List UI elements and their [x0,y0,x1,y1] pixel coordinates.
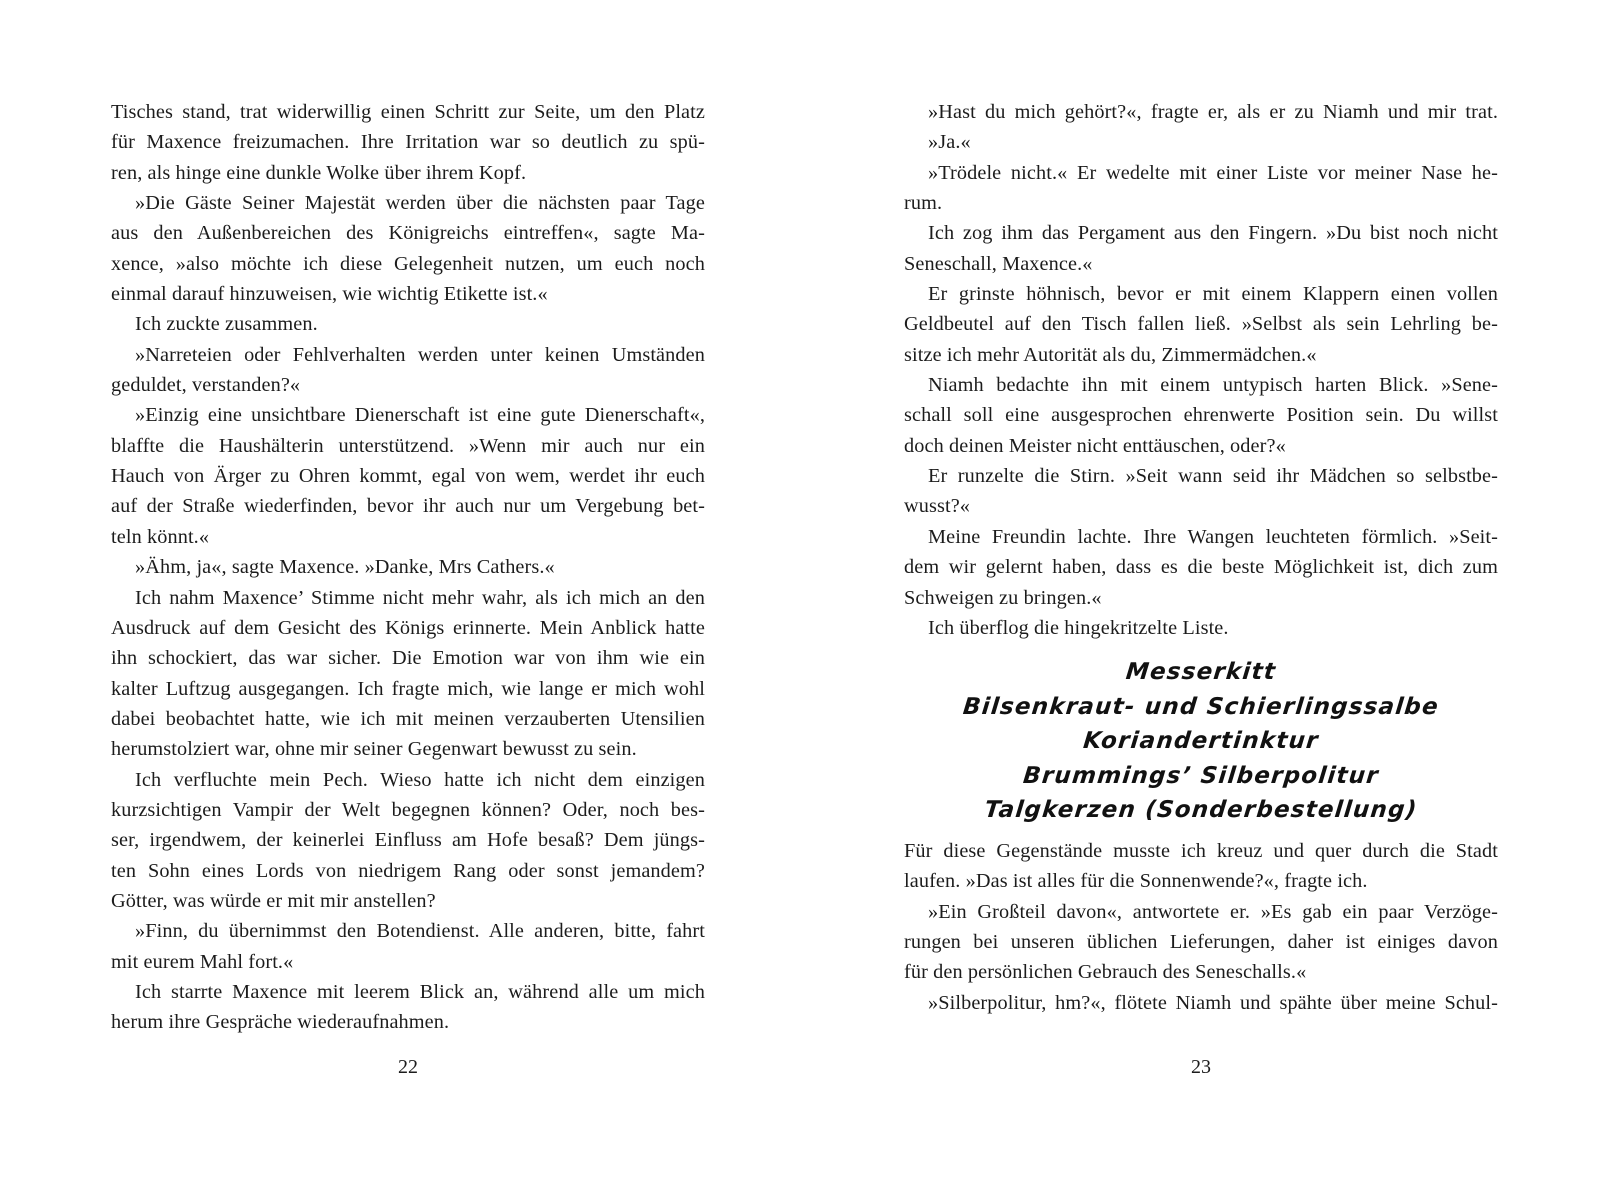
text-line: ten Sohn eines Lords von niedrigem Rang oder sonst jemandem? [111,859,705,882]
right-page-text-top [904,97,1498,643]
text-line: Ich überflog die hingekritzelte Liste. [928,616,1229,639]
text-line: Niamh bedachte ihn mit einem untypisch harten Blick. »Sene- [928,374,1498,397]
text-line: für den persönlichen Gebrauch des Seneschalls.« [904,961,1307,984]
text-line: herum ihre Gespräche wiederaufnahmen. [111,1011,450,1034]
text-line: Geldbeutel auf den Tisch fallen ließ. »Selbst als sein Lehrling be- [904,313,1498,336]
text-line: Schweigen zu bringen.« [904,586,1102,609]
text-line: für Maxence freizumachen. Ihre Irritation war so deutlich zu spü- [111,131,705,154]
handwritten-list-item: Messerkitt [1124,659,1278,685]
text-line: kurzsichtigen Vampir der Welt begegnen können? Oder, noch bes- [111,798,705,821]
text-line: Götter, was würde er mit mir anstellen? [111,889,436,912]
text-line: Er runzelte die Stirn. »Seit wann seid ihr Mädchen so selbstbe- [928,465,1498,488]
text-line: herumstolziert war, ohne mir seiner Gegenwart bewusst zu sein. [111,738,637,761]
text-line: Ich zuckte zusammen. [135,313,318,336]
page-number-right: 23 [1191,1056,1211,1078]
text-line: kalter Luftzug ausgegangen. Ich fragte mich, wie lange er mich wohl [111,677,705,700]
text-line: Hauch von Ärger zu Ohren kommt, egal von wem, werdet ihr euch [111,465,705,488]
text-line: mit eurem Mahl fort.« [111,950,294,973]
text-line: Ich zog ihm das Pergament aus den Fingern. »Du bist noch nicht [928,222,1498,245]
text-line: »Ja.« [928,131,971,154]
text-line: »Narreteien oder Fehlverhalten werden unter keinen Umständen [135,343,705,366]
left-page-text [111,97,705,1038]
text-line: Ausdruck auf dem Gesicht des Königs erinnerte. Mein Anblick hatte [111,616,705,639]
text-line: dabei beobachtet hatte, wie ich mit meinen verzauberten Utensilien [111,707,705,730]
text-line: »Silberpolitur, hm?«, flötete Niamh und spähte über meine Schul- [928,991,1498,1014]
text-line: einmal darauf hinzuweisen, wie wichtig Etikette ist.« [111,283,548,306]
page-number-left: 22 [398,1056,418,1078]
text-line: auf der Straße wiederfinden, bevor ihr auch nur um Vergebung bet- [111,495,705,518]
text-line: doch deinen Meister nicht enttäuschen, oder?« [904,434,1286,457]
text-line: ren, als hinge eine dunkle Wolke über ihrem Kopf. [111,161,527,184]
text-line: dem wir gelernt haben, dass es die beste Möglichkeit ist, dich zum [904,556,1498,579]
text-line: blaffte die Haushälterin unterstützend. »Wenn mir auch nur ein [111,434,705,457]
text-line: teln könnt.« [111,525,210,548]
text-line: ihn schockiert, das war sicher. Die Emotion war von ihm wie ein [111,647,705,670]
text-line: aus den Außenbereichen des Königreichs eintreffen«, sagte Ma- [111,222,705,245]
text-line: schall soll eine ausgesprochen ehrenwerte Position sein. Du willst [904,404,1498,427]
handwritten-list [904,655,1498,828]
handwritten-list-item: Bilsenkraut- und Schierlingssalbe [961,693,1441,720]
handwritten-list-item: Talgkerzen (Sonderbestellung) [983,797,1419,823]
text-line: Meine Freundin lachte. Ihre Wangen leuchteten förmlich. »Seit- [928,525,1498,548]
text-line: »Die Gäste Seiner Majestät werden über die nächsten paar Tage [135,192,705,215]
text-line: geduldet, verstanden?« [111,374,301,397]
text-line: wusst?« [904,495,971,518]
text-line: Ich starrte Maxence mit leerem Blick an, während alle um mich [135,980,705,1003]
text-line: »Finn, du übernimmst den Botendienst. Alle anderen, bitte, fahrt [135,920,705,943]
text-line: rum. [904,192,943,215]
text-line: »Trödele nicht.« Er wedelte mit einer Liste vor meiner Nase he- [928,161,1498,184]
text-line: »Hast du mich gehört?«, fragte er, als er zu Niamh und mir trat. [928,101,1498,123]
text-line: »Einzig eine unsichtbare Dienerschaft ist eine gute Dienerschaft«, [135,404,705,427]
text-line: Für diese Gegenstände musste ich kreuz und quer durch die Stadt [904,840,1498,862]
right-page-text-bottom [904,836,1498,1018]
handwritten-list-item: Koriandertinktur [1081,728,1321,754]
text-line: xence, »also möchte ich diese Gelegenheit nutzen, um euch noch [111,252,705,275]
text-line: sitze ich mehr Autorität als du, Zimmermädchen.« [904,343,1317,366]
text-line: Seneschall, Maxence.« [904,252,1093,275]
text-line: Ich verfluchte mein Pech. Wieso hatte ich nicht dem einzigen [135,768,705,791]
text-line: Ich nahm Maxence’ Stimme nicht mehr wahr, als ich mich an den [135,586,705,609]
text-line: Tisches stand, trat widerwillig einen Schritt zur Seite, um den Platz [111,101,705,123]
right-page [800,0,1600,1186]
handwritten-list-item: Brummings’ Silberpolitur [1021,762,1381,789]
text-line: ser, irgendwem, der keinerlei Einfluss am Hofe besaß? Dem jüngs- [111,829,705,852]
text-line: »Ähm, ja«, sagte Maxence. »Danke, Mrs Cathers.« [135,556,555,579]
text-line: rungen bei unseren üblichen Lieferungen, daher ist einiges davon [904,931,1498,954]
text-line: laufen. »Das ist alles für die Sonnenwende?«, fragte ich. [904,870,1368,893]
text-line: »Ein Großteil davon«, antwortete er. »Es gab ein paar Verzöge- [928,900,1498,923]
text-line: Er grinste höhnisch, bevor er mit einem Klappern einen vollen [928,283,1498,306]
